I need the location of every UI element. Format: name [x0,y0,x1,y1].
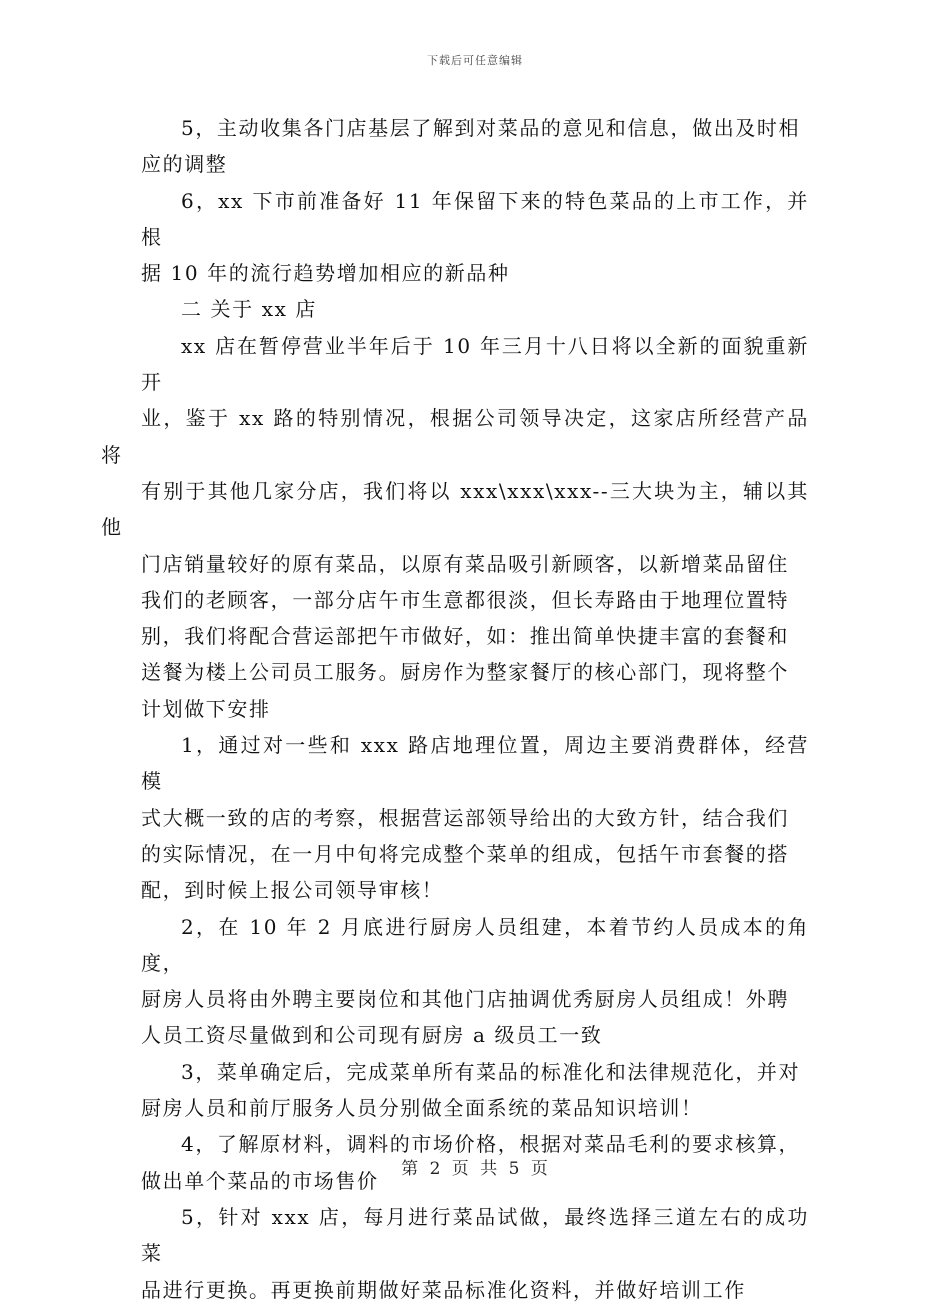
page-footer: 第 2 页 共 5 页 [401,1159,549,1179]
text-line: 人员工资尽量做到和公司现有厨房 a 级员工一致 [141,1023,603,1048]
text-line: 有别于其他几家分店，我们将以 xxx\xxx\xxx--三大块为主，辅以其他 [101,478,809,540]
text-line: 1，通过对一些和 xxx 路店地理位置，周边主要消费群体，经营模 [141,733,809,794]
document-body [101,110,809,1308]
text-line: 别，我们将配合营运部把午市做好，如：推出简单快捷丰富的套餐和 [141,624,789,649]
paragraph [141,1054,809,1127]
text-line: 4，了解原材料，调料的市场价格，根据对菜品毛利的要求核算， [181,1132,801,1157]
paragraph [141,183,809,292]
text-line: 据 10 年的流行趋势增加相应的新品种 [141,261,510,286]
text-line: 门店销量较好的原有菜品，以原有菜品吸引新顾客，以新增菜品留住 [141,551,789,576]
paragraph [101,328,809,727]
paragraph [141,110,809,183]
text-line: xx 店在暂停营业半年后于 10 年三月十八日将以全新的面貌重新开 [141,333,809,395]
text-line: 3，菜单确定后，完成菜单所有菜品的标准化和法律规范化，并对 [181,1059,801,1084]
text-line: 5，主动收集各门店基层了解到对菜品的意见和信息，做出及时相 [181,116,801,140]
text-line: 品进行更换。再更换前期做好菜品标准化资料，并做好培训工作 [141,1277,746,1302]
text-line: 厨房人员和前厅服务人员分别做全面系统的菜品知识培训！ [141,1096,703,1121]
text-line: 二 关于 xx 店 [181,297,318,322]
text-line: 6，xx 下市前准备好 11 年保留下来的特色菜品的上市工作，并根 [141,188,809,249]
page-header: 下载后可任意编辑 [427,54,523,67]
text-line: 我们的老顾客，一部分店午市生意都很淡，但长寿路由于地理位置特 [141,587,789,612]
text-line: 式大概一致的店的考察，根据营运部领导给出的大致方针，结合我们 [141,805,789,830]
text-line: 2，在 10 年 2 月底进行厨房人员组建，本着节约人员成本的角度， [141,914,809,975]
text-line: 应的调整 [141,152,228,177]
text-line: 计划做下安排 [141,696,271,721]
text-line: 送餐为楼上公司员工服务。厨房作为整家餐厅的核心部门，现将整个 [141,660,789,685]
text-line: 配，到时候上报公司领导审核！ [141,878,444,903]
text-line: 业，鉴于 xx 路的特别情况，根据公司领导决定，这家店所经营产品将 [101,406,809,467]
paragraph [141,291,809,327]
paragraph [141,909,809,1054]
text-line: 厨房人员将由外聘主要岗位和其他门店抽调优秀厨房人员组成！外聘 [141,987,789,1012]
text-line: 做出单个菜品的市场售价 [141,1168,379,1193]
paragraph [141,1199,809,1308]
text-line: 的实际情况，在一月中旬将完成整个菜单的组成，包括午市套餐的搭 [141,841,789,866]
paragraph [141,727,809,908]
text-line: 5，针对 xxx 店，每月进行菜品试做，最终选择三道左右的成功菜 [141,1204,809,1266]
